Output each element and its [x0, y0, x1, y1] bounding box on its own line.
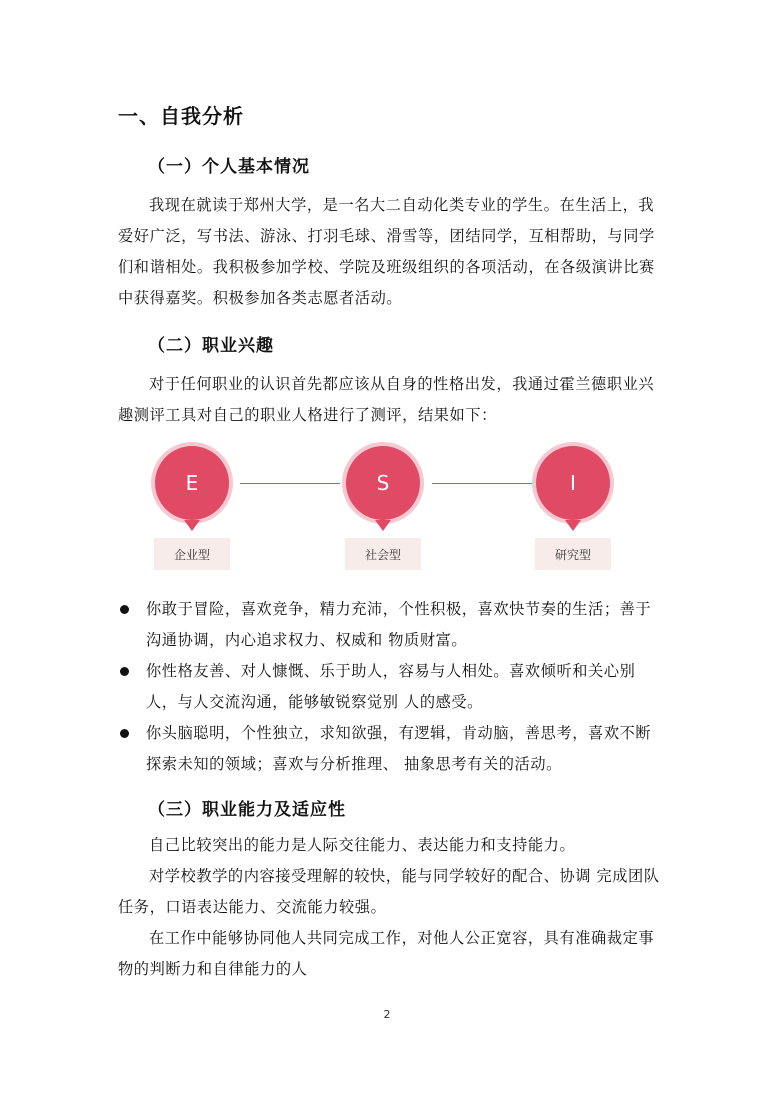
holland-label-social: 社会型 — [345, 538, 421, 570]
personality-bullet-list — [118, 594, 666, 780]
holland-code-diagram — [150, 440, 620, 580]
ability-paragraph: 在工作中能够协同他人共同完成工作，对他人公正宽容，具有准确裁定事物的判断力和自律能力的人 — [118, 929, 655, 978]
pointer-triangle — [184, 520, 200, 531]
subsection-title-ability: （三）职业能力及适应性 — [148, 800, 346, 820]
basic-info-paragraph: 我现在就读于郑州大学，是一名大二自动化类专业的学生。在生活上，我爱好广泛，写书法、游泳、打羽毛球、滑雪等，团结同学，互相帮助，与同学们和谐相处。我积极参加学校、学院及班级组织的各项活动，在各级演讲比赛中获得嘉奖。积极参加各类志愿者活动。 — [118, 196, 655, 307]
pointer-triangle — [375, 520, 391, 531]
list-item: 你敢于冒险，喜欢竞争，精力充沛，个性积极，喜欢快节奏的生活；善于沟通协调，内心追求权力、权威和 物质财富。 — [118, 594, 666, 656]
page-number: 2 — [383, 1008, 391, 1021]
subsection-title-basic-info: （一）个人基本情况 — [148, 157, 310, 177]
section-title: 一、自我分析 — [118, 104, 244, 128]
holland-circle-s: S — [346, 446, 420, 520]
holland-circle-e: E — [155, 446, 229, 520]
bullet-icon — [120, 605, 129, 614]
bullet-icon — [120, 729, 129, 738]
connector-line — [432, 483, 532, 484]
list-item: 你性格友善、对人慷慨、乐于助人，容易与人相处。喜欢倾听和关心别人，与人交流沟通，能够敏锐察觉别 人的感受。 — [118, 656, 666, 718]
ability-paragraph: 对学校教学的内容接受理解的较快，能与同学较好的配合、协调 完成团队任务，口语表达能力、交流能力较强。 — [118, 867, 660, 916]
bullet-icon — [120, 667, 129, 676]
holland-circle-i: I — [536, 446, 610, 520]
list-item: 你头脑聪明，个性独立，求知欲强，有逻辑，肯动脑，善思考，喜欢不断探索未知的领域；喜欢与分析推理、 抽象思考有关的活动。 — [118, 718, 666, 780]
holland-label-investigative: 研究型 — [535, 538, 611, 570]
ability-paragraph: 自己比较突出的能力是人际交往能力、表达能力和支持能力。 — [149, 836, 576, 854]
subsection-title-career-interest: （二）职业兴趣 — [148, 336, 274, 356]
holland-label-enterprising: 企业型 — [154, 538, 230, 570]
pointer-triangle — [565, 520, 581, 531]
career-interest-paragraph: 对于任何职业的认识首先都应该从自身的性格出发，我通过霍兰德职业兴趣测评工具对自己的职业人格进行了测评，结果如下： — [118, 375, 655, 424]
connector-line — [240, 483, 340, 484]
